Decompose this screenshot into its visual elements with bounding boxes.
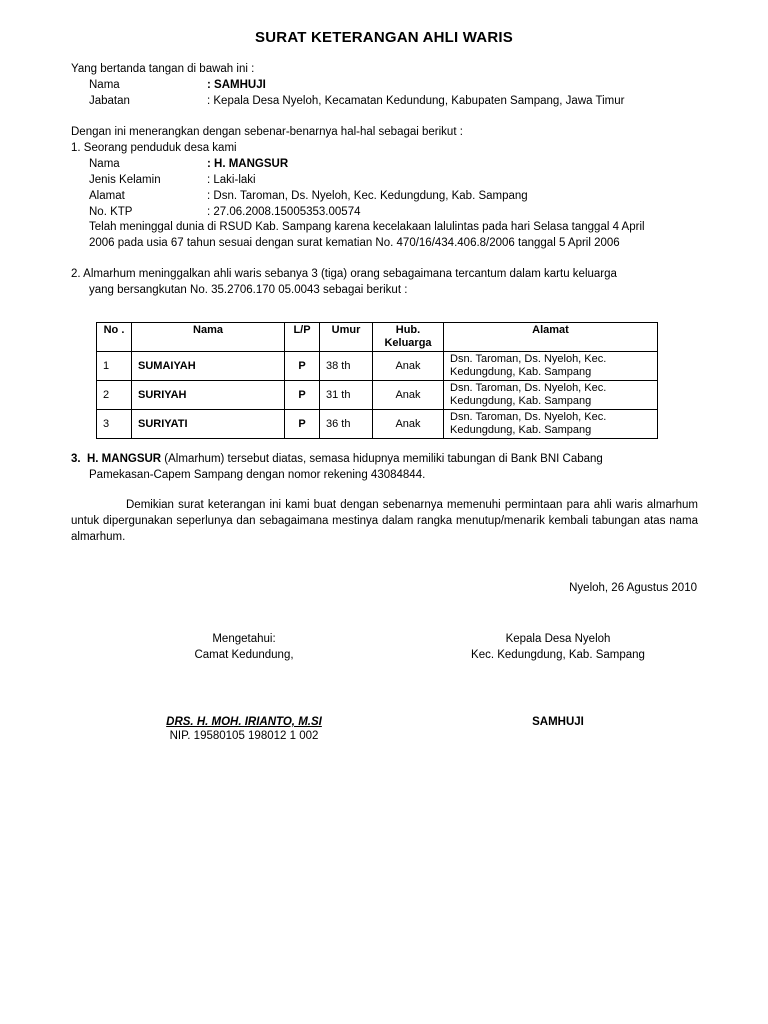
document-title: SURAT KETERANGAN AHLI WARIS	[255, 29, 513, 46]
cell-umur: 38 th	[320, 352, 373, 381]
cell-hub: Anak	[373, 381, 444, 410]
table-header-row	[97, 323, 658, 352]
cell-no: 1	[97, 352, 132, 381]
gender-value: : Laki-laki	[207, 174, 256, 186]
header-alamat: Alamat	[444, 323, 658, 352]
left-sig-line1: Mengetahui:	[212, 633, 276, 645]
signer-position-label: Jabatan	[89, 95, 130, 107]
item3-line1	[71, 451, 603, 467]
left-sig-line2: Camat Kedundung,	[194, 649, 294, 661]
header-lp: L/P	[285, 323, 320, 352]
closing-paragraph: Demikian surat keterangan ini kami buat dengan sebenarnya memenuhi permintaan para ahli waris almarhum untuk dipergunakan seperlunya dan sebagaimana mestinya dalam rangka menutup/menarik kembali tabungan atas nama almarhum.	[71, 499, 698, 543]
heirs-table	[96, 322, 658, 439]
place-date: Nyeloh, 26 Agustus 2010	[569, 582, 697, 594]
camat-name: DRS. H. MOH. IRIANTO, M.SI	[166, 716, 322, 728]
cell-hub: Anak	[373, 352, 444, 381]
right-sig-line2: Kec. Kedungdung, Kab. Sampang	[471, 649, 645, 661]
cell-lp: P	[285, 410, 320, 439]
cell-hub: Anak	[373, 410, 444, 439]
cell-nama: SUMAIYAH	[132, 352, 285, 381]
cell-no: 2	[97, 381, 132, 410]
header-hub: Hub. Keluarga	[373, 323, 444, 352]
signer-name-label: Nama	[89, 79, 120, 91]
ktp-label: No. KTP	[89, 206, 133, 218]
deceased-name-value: : H. MANGSUR	[207, 158, 289, 170]
death-text-line1: Telah meninggal dunia di RSUD Kab. Sampang karena kecelakaan lalulintas pada hari Selasa tanggal 4 April	[89, 221, 645, 233]
header-umur: Umur	[320, 323, 373, 352]
cell-no: 3	[97, 410, 132, 439]
deceased-name-label: Nama	[89, 158, 120, 170]
left-sig-nip: NIP. 19580105 198012 1 002	[169, 730, 319, 742]
cell-nama: SURIYAH	[132, 381, 285, 410]
death-text-line2: 2006 pada usia 67 tahun sesuai dengan surat kematian No. 470/16/434.406.8/2006 tanggal 5 April 2006	[89, 237, 620, 249]
cell-alamat: Dsn. Taroman, Ds. Nyeloh, Kec. Kedungdung, Kab. Sampang	[444, 381, 658, 410]
address-label: Alamat	[89, 190, 125, 202]
item2-line2: yang bersangkutan No. 35.2706.170 05.0043 sebagai berikut :	[89, 284, 408, 296]
item3-line2: Pamekasan-Capem Sampang dengan nomor rekening 43084844.	[89, 469, 426, 481]
item3-line1-text: (Almarhum) tersebut diatas, semasa hidupnya memiliki tabungan di Bank BNI Cabang	[161, 453, 603, 465]
gender-label: Jenis Kelamin	[89, 174, 161, 186]
signer-name-value: : SAMHUJI	[207, 79, 266, 91]
cell-nama: SURIYATI	[132, 410, 285, 439]
statement-text: Dengan ini menerangkan dengan sebenar-benarnya hal-hal sebagai berikut :	[71, 126, 463, 138]
right-sig-line1: Kepala Desa Nyeloh	[505, 633, 611, 645]
item3-number: 3.	[71, 453, 81, 465]
cell-umur: 36 th	[320, 410, 373, 439]
address-value: : Dsn. Taroman, Ds. Nyeloh, Kec. Kedungdung, Kab. Sampang	[207, 190, 528, 202]
header-nama: Nama	[132, 323, 285, 352]
cell-lp: P	[285, 381, 320, 410]
table-row	[97, 352, 658, 381]
signer-position-value: : Kepala Desa Nyeloh, Kecamatan Kedundung, Kabupaten Sampang, Jawa Timur	[207, 95, 625, 107]
cell-alamat: Dsn. Taroman, Ds. Nyeloh, Kec. Kedungdung, Kab. Sampang	[444, 410, 658, 439]
item1-heading: 1. Seorang penduduk desa kami	[71, 142, 237, 154]
table-row	[97, 381, 658, 410]
right-sig-name: SAMHUJI	[532, 716, 584, 728]
cell-umur: 31 th	[320, 381, 373, 410]
item3-deceased-name: H. MANGSUR	[86, 453, 162, 465]
item2-line1: 2. Almarhum meninggalkan ahli waris sebanya 3 (tiga) orang sebagaimana tercantum dalam kartu keluarga	[71, 268, 617, 280]
intro-text: Yang bertanda tangan di bawah ini :	[71, 63, 255, 75]
header-no: No .	[97, 323, 132, 352]
ktp-value: : 27.06.2008.15005353.00574	[207, 206, 361, 218]
cell-lp: P	[285, 352, 320, 381]
cell-alamat: Dsn. Taroman, Ds. Nyeloh, Kec. Kedungdung, Kab. Sampang	[444, 352, 658, 381]
table-row	[97, 410, 658, 439]
